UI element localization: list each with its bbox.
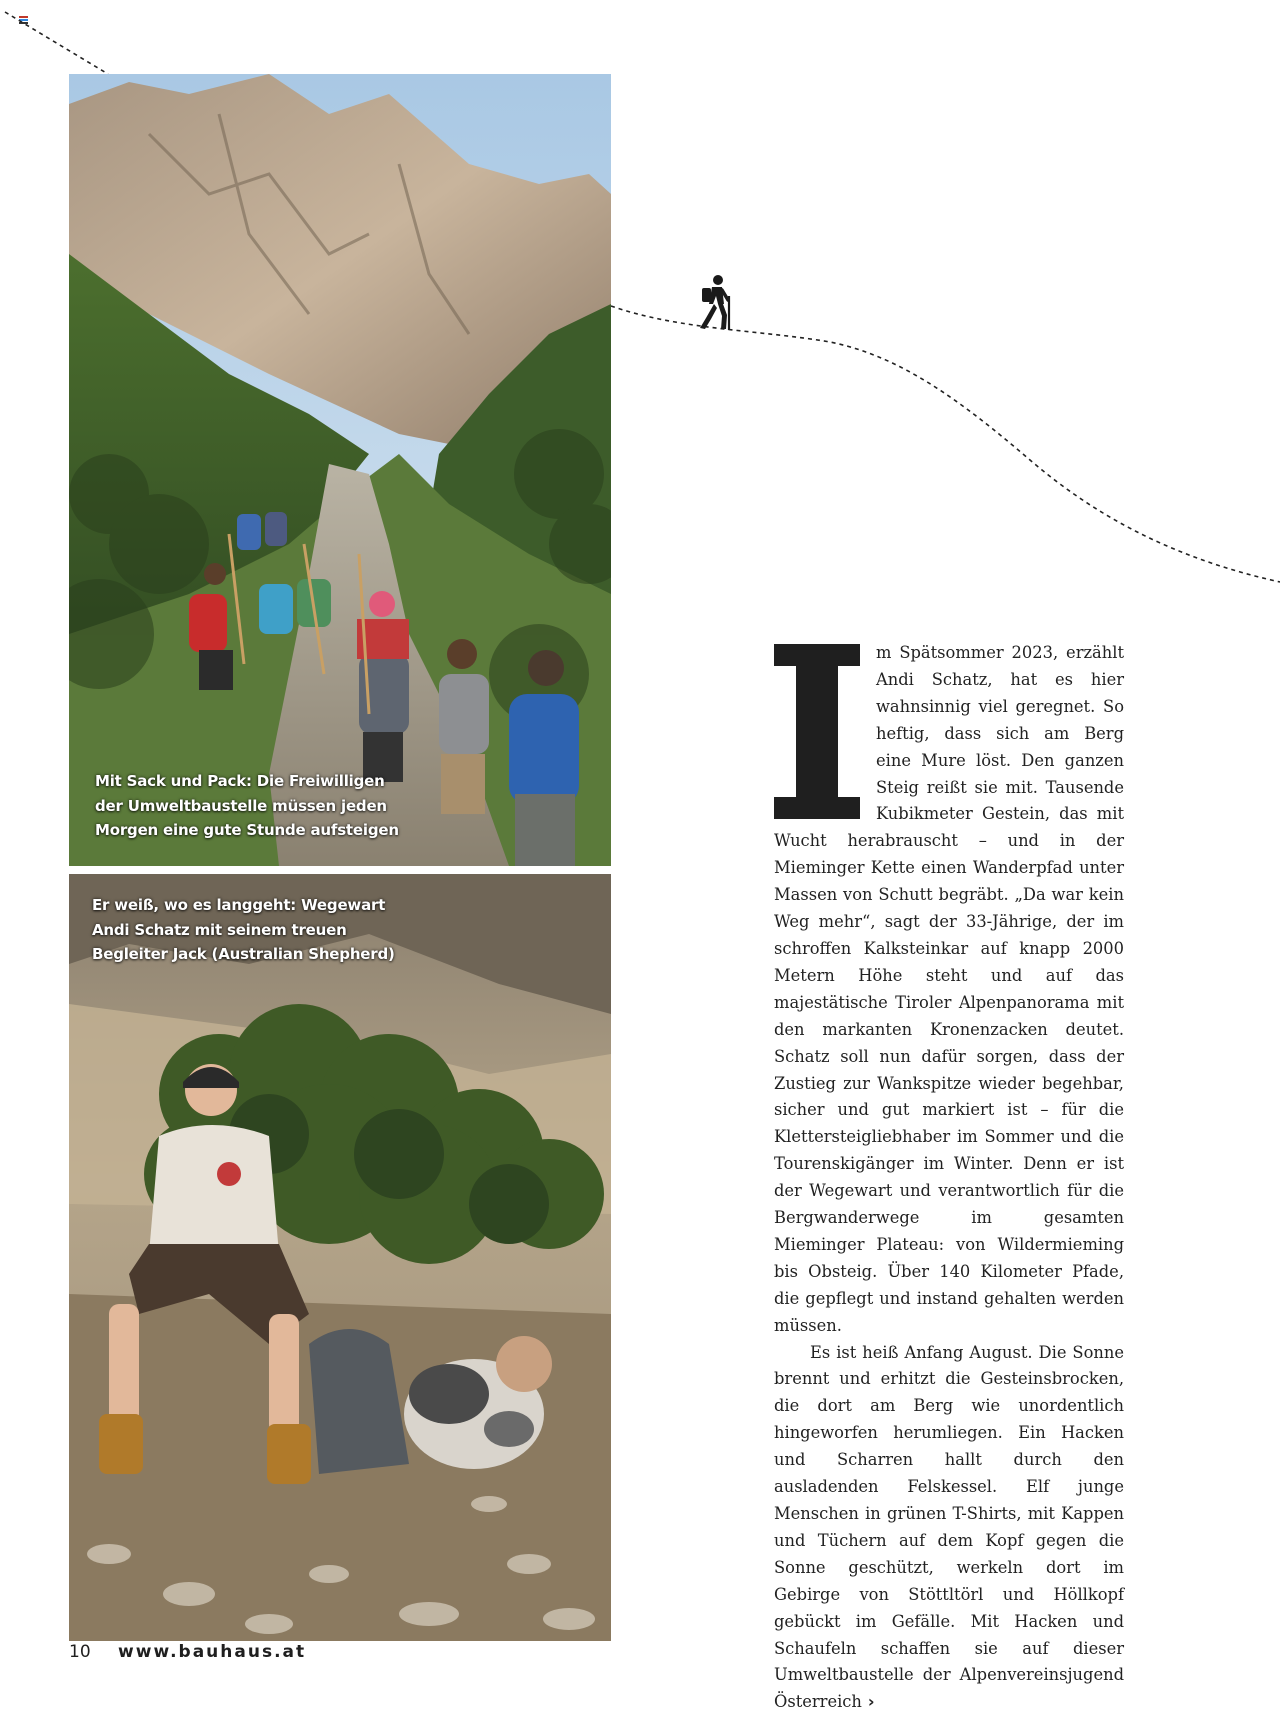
caption-line: Morgen eine gute Stunde aufsteigen bbox=[95, 821, 399, 839]
article-paragraph-1: m Spätsommer 2023, erzählt Andi Schatz, hat es hier wahnsinnig viel geregnet. So heftig, dass sich am Berg eine Mure löst. Den ganzen Steig reißt sie mit. Tausende Kubikmeter Gestein, das mit Wucht herabrauscht – und in der Mieminger Kette einen Wanderpfad unter Massen von Schutt begräbt. „Da war kein Weg mehr“, sagt der 33-Jährige, der im schroffen Kalksteinkar auf knapp 2000 Metern Höhe steht und auf das majestätische Tiroler Alpenpanorama mit den markanten Kronenzacken deutet. Schatz soll nun dafür sorgen, dass der Zustieg zur Wankspitze wieder begehbar, sicher und gut markiert ist – für die Klettersteigliebhaber im Sommer und die Tourenskigänger im Winter. Denn er ist der Wegewart und verantwortlich für die Bergwanderwege im gesamten Mieminger Plateau: von Wildermieming bis Obsteig. Über 140 Kilometer Pfade, die gepflegt und instand gehalten werden müssen. bbox=[774, 643, 1124, 1335]
dropcap-letter bbox=[774, 644, 860, 819]
article-paragraph-2-text: Es ist heiß Anfang August. Die Sonne brennt und erhitzt die Gesteinsbrocken, die dort am Berg wie unordentlich hingeworfen herumliegen. Ein Hacken und Scharren hallt durch den ausladenden Felskessel. Elf junge Menschen in grünen T-Shirts, mit Kappen und Tüchern auf dem Kopf gegen die Sonne geschützt, werkeln dort im Gebirge von Stöttltörl und Höllkopf gebückt im Gefälle. Mit Hacken und Schaufeln schaffen sie auf dieser Umweltbaustelle der Alpenvereinsjugend Österreich bbox=[774, 1342, 1124, 1712]
hiking-group-caption bbox=[95, 769, 399, 843]
caption-line: Er weiß, wo es langgeht: Wegewart bbox=[92, 896, 386, 914]
caption-line: Begleiter Jack (Australian Shepherd) bbox=[92, 945, 395, 963]
andi-schatz-caption bbox=[92, 893, 395, 967]
dropcap-text: I bbox=[817, 744, 818, 745]
caption-line: der Umweltbaustelle müssen jeden bbox=[95, 796, 387, 815]
hiker-icon bbox=[694, 274, 734, 330]
caption-line: Mit Sack und Pack: Die Freiwilligen bbox=[95, 772, 385, 790]
article-paragraph-2 bbox=[774, 1340, 1124, 1716]
page-footer bbox=[69, 1642, 306, 1662]
article-body bbox=[774, 640, 1124, 1716]
continue-arrow-icon[interactable]: › bbox=[867, 1692, 875, 1712]
page-number: 10 bbox=[69, 1642, 91, 1662]
website-url[interactable]: www.bauhaus.at bbox=[118, 1642, 307, 1662]
andi-schatz-photo bbox=[69, 874, 611, 1641]
caption-line: Andi Schatz mit seinem treuen bbox=[92, 920, 347, 939]
hiking-group-photo bbox=[69, 74, 611, 866]
